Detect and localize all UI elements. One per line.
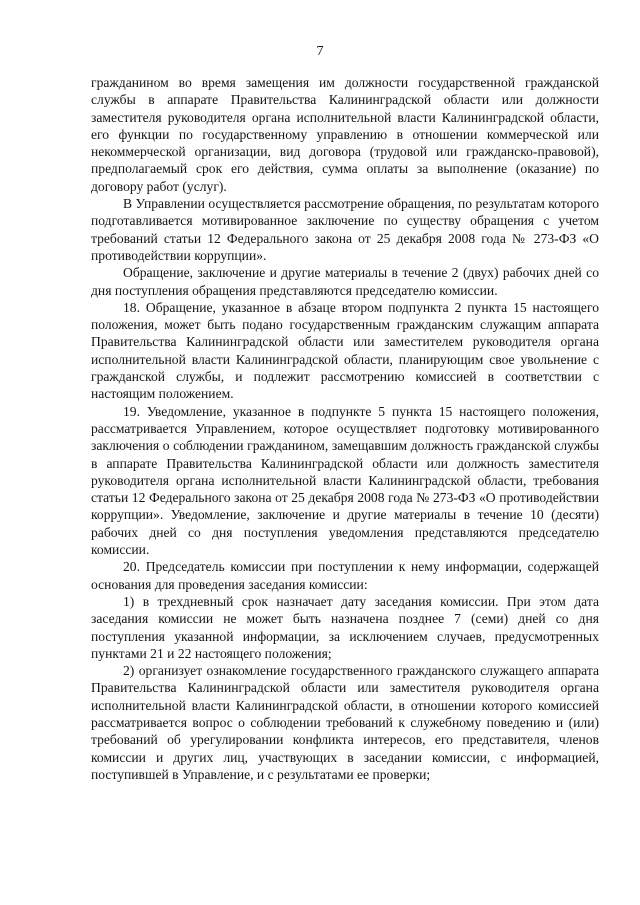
page-number: 7 bbox=[316, 44, 324, 59]
paragraph-item-20: 20. Председатель комиссии при поступлении к нему информации, содержащей основания для проведения заседания комиссии: bbox=[91, 559, 599, 592]
paragraph-item-19: 19. Уведомление, указанное в подпункте 5 пункта 15 настоящего положения, рассматривается Управлением, которое осуществляет подготовку мотивированного заключения о соблюдении гражданином, замещавшим должность гражданской службы в аппарате Правительства Калининградской области или должность заместителя руководителя органа исполнительной власти Калининградской области, требования статьи 12 Федерального закона от 25 декабря 2008 года № 273-ФЗ «О противодействии коррупции». Уведомление, заключение и другие материалы в течение 10 (десяти) рабочих дней со дня поступления уведомления представляются председателю комиссии. bbox=[91, 403, 599, 558]
subitem-20-2: 2) организует ознакомление государственного гражданского служащего аппарата Правительства Калининградской области или заместителя руководителя органа исполнительной власти Калининградской области, в отношении которого комиссией рассматривается вопрос о соблюдении требований к служебному поведению и (или) требований об урегулировании конфликта интересов, его представителя, членов комиссии и других лиц, участвующих в заседании комиссии, с информацией, поступившей в Управление, и с результатами ее проверки; bbox=[91, 663, 599, 782]
paragraph-item-18: 18. Обращение, указанное в абзаце втором подпункта 2 пункта 15 настоящего положения, может быть подано государственным гражданским служащим аппарата Правительства Калининградской области или заместителем руководителя органа исполнительной власти Калининградской области, планирующим свое увольнение с гражданской службы, и подлежит рассмотрению комиссией в соответствии с настоящим положением. bbox=[91, 299, 599, 402]
paragraph-2: В Управлении осуществляется рассмотрение обращения, по результатам которого подготавливается мотивированное заключение по существу обращения с учетом требований статьи 12 Федерального закона от 25 декабря 2008 года № 273-ФЗ «О противодействии коррупции». bbox=[91, 196, 599, 263]
document-body bbox=[91, 74, 599, 783]
paragraph-1: гражданином во время замещения им должности государственной гражданской службы в аппарате Правительства Калининградской области или должности заместителя руководителя органа исполнительной власти Калининградской области, его функции по государственному управлению в отношении коммерческой или некоммерческой организации, вид договора (трудовой или гражданско-правовой), предполагаемый срок его действия, сумма оплаты за выполнение (оказание) по договору работ (услуг). bbox=[91, 75, 599, 194]
paragraph-3: Обращение, заключение и другие материалы в течение 2 (двух) рабочих дней со дня поступления обращения представляются председателю комиссии. bbox=[91, 265, 599, 298]
subitem-20-1: 1) в трехдневный срок назначает дату заседания комиссии. При этом дата заседания комиссии не может быть назначена позднее 7 (семи) дней со дня поступления указанной информации, за исключением случаев, предусмотренных пунктами 21 и 22 настоящего положения; bbox=[91, 593, 599, 661]
